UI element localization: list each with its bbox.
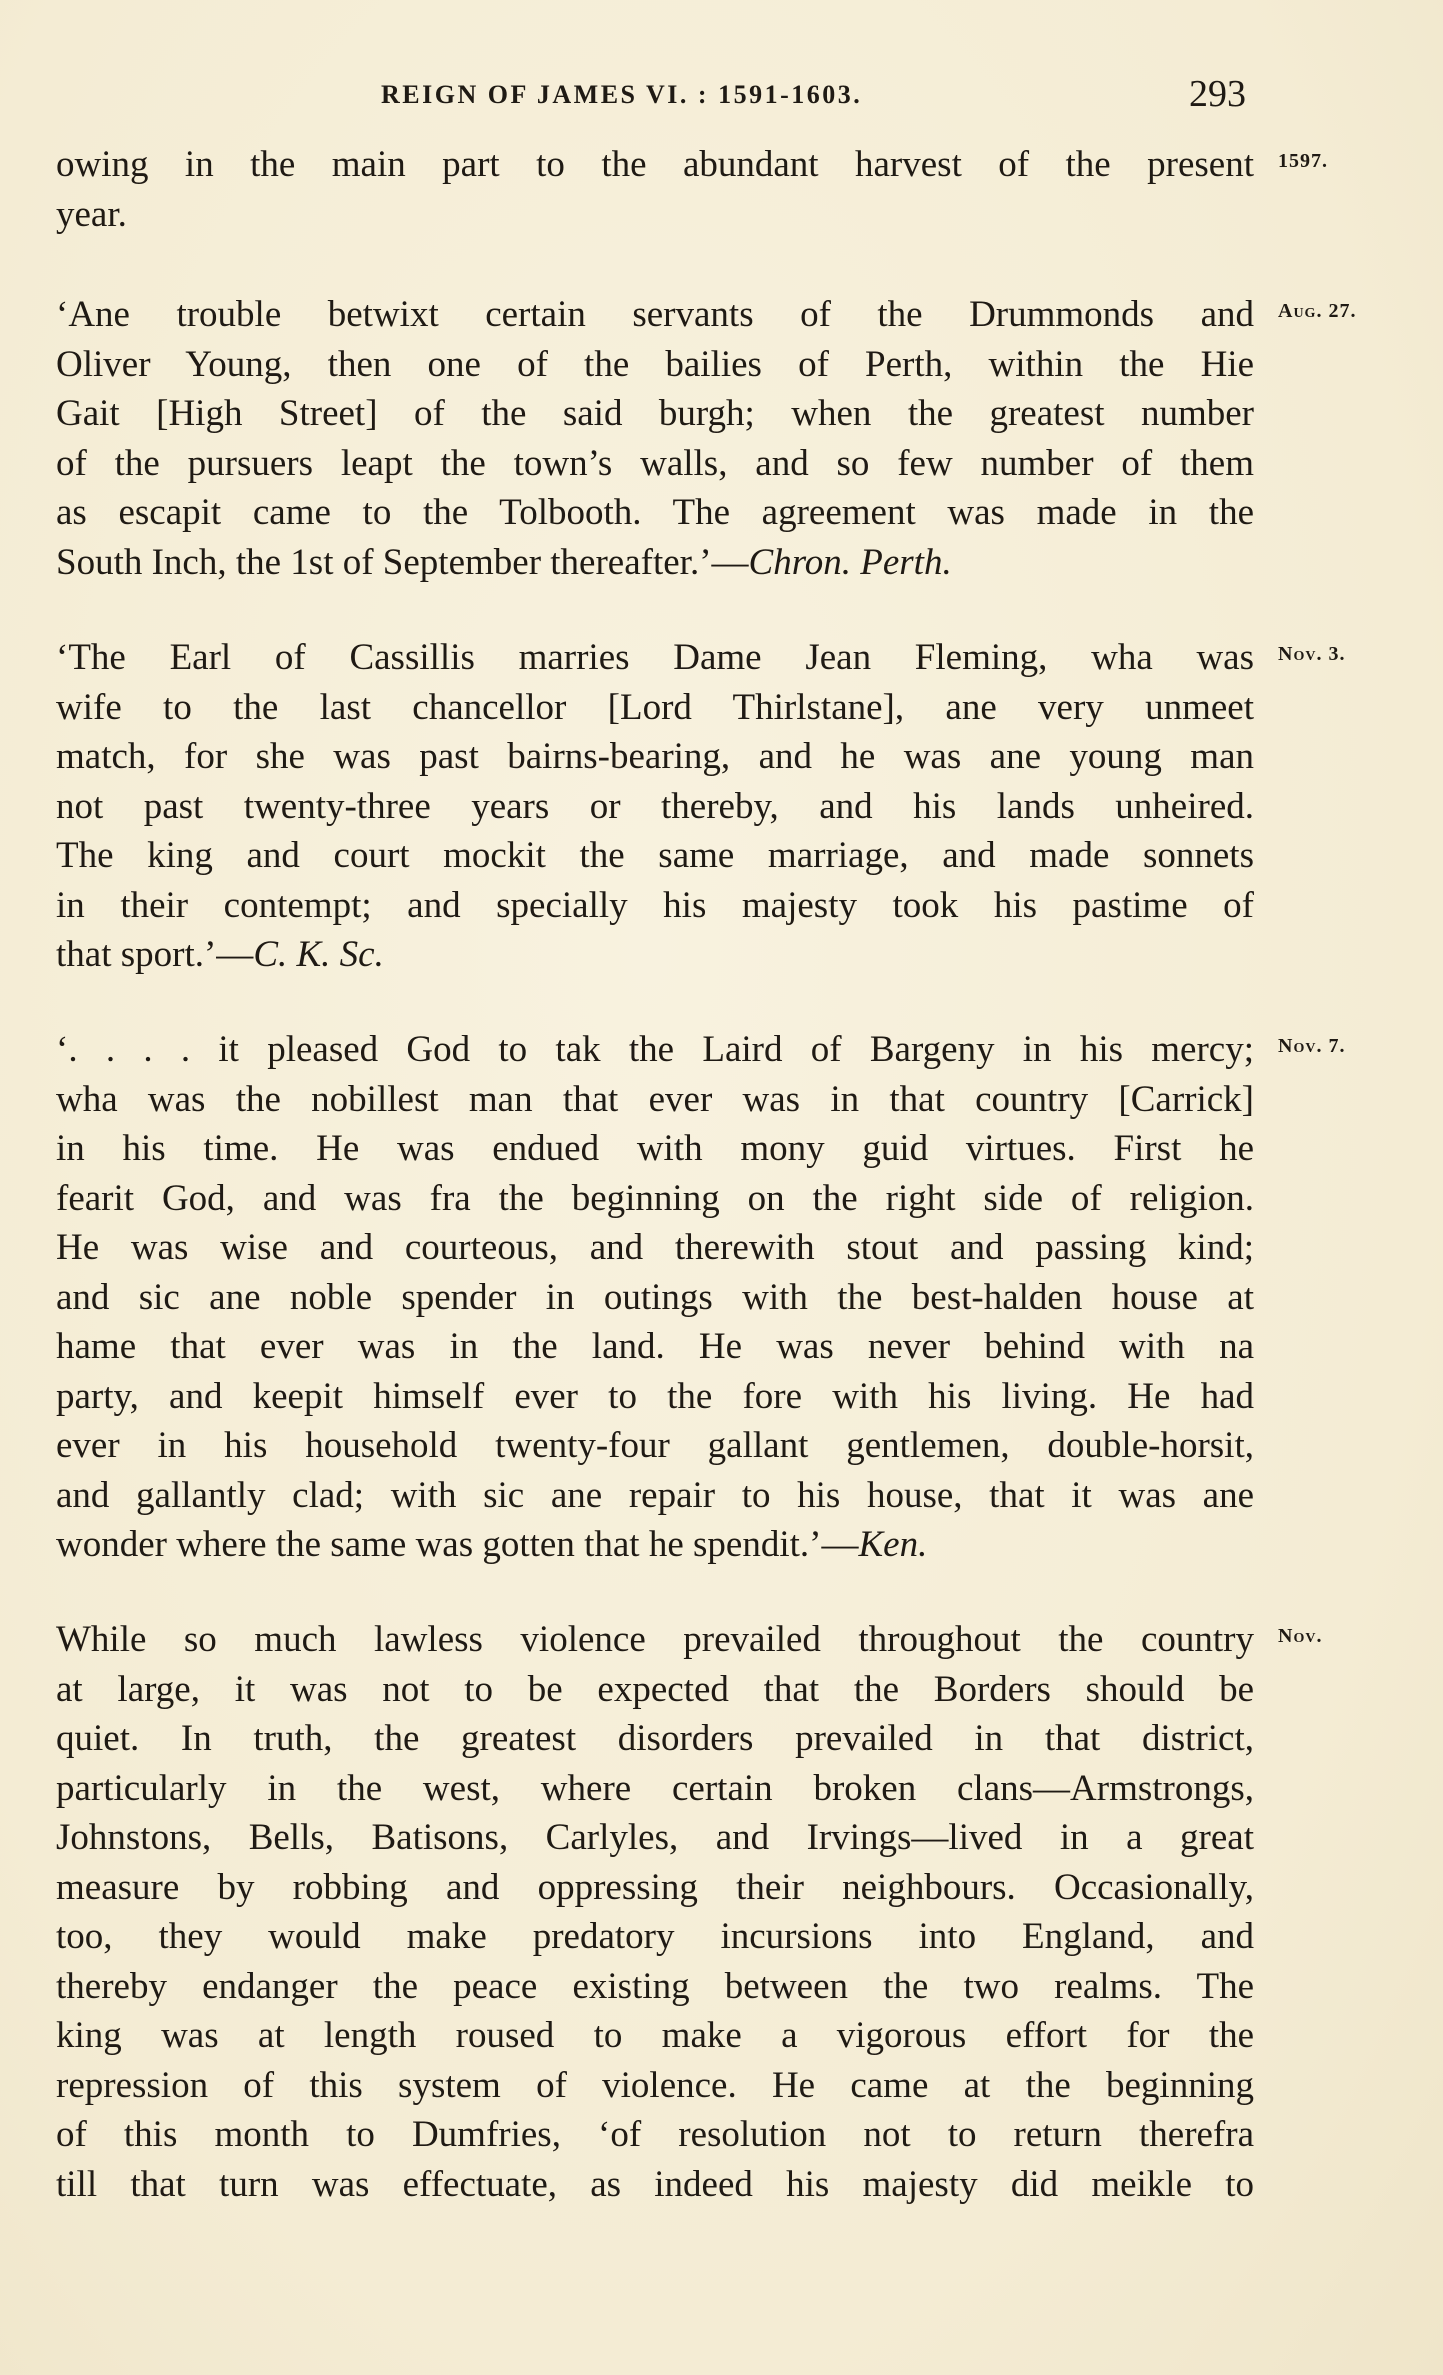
text-line: ‘The Earl of Cassillis marries Dame Jean Fleming, wha was bbox=[56, 637, 1254, 678]
paragraph-2 bbox=[56, 290, 1254, 587]
margin-note-year: 1597. bbox=[1278, 150, 1328, 172]
source-citation: Ken. bbox=[858, 1524, 928, 1565]
text-line: particularly in the west, where certain broken clans—Armstrongs, bbox=[56, 1767, 1254, 1809]
text-line: Gait [High Street] of the said burgh; when the greatest number bbox=[56, 393, 1254, 434]
text-line: till that turn was effectuate, as indeed his majesty did meikle to bbox=[56, 2163, 1254, 2205]
margin-note-nov3: Nov. 3. bbox=[1278, 643, 1346, 665]
text-line bbox=[56, 930, 1254, 980]
text-line: Johnstons, Bells, Batisons, Carlyles, and Irvings—lived in a great bbox=[56, 1817, 1254, 1858]
text-line: wife to the last chancellor [Lord Thirlstane], ane very unmeet bbox=[56, 686, 1254, 728]
text-line: He was wise and courteous, and therewith stout and passing kind; bbox=[56, 1227, 1254, 1268]
text-line: owing in the main part to the abundant harvest of the present bbox=[56, 144, 1254, 185]
text-line: measure by robbing and oppressing their neighbours. Occasionally, bbox=[56, 1866, 1254, 1908]
page-number: 293 bbox=[1189, 73, 1246, 115]
text-line: hame that ever was in the land. He was never behind with na bbox=[56, 1326, 1254, 1367]
margin-note-aug27: Aug. 27. bbox=[1278, 300, 1357, 322]
paragraph-5 bbox=[56, 1615, 1254, 2209]
text-line: The king and court mockit the same marriage, and made sonnets bbox=[56, 835, 1254, 876]
text-line: ever in his household twenty-four gallant gentlemen, double-horsit, bbox=[56, 1425, 1254, 1466]
text-line: in their contempt; and specially his majesty took his pastime of bbox=[56, 884, 1254, 926]
text-line: in his time. He was endued with mony guid virtues. First he bbox=[56, 1128, 1254, 1169]
text-line: quiet. In truth, the greatest disorders prevailed in that district, bbox=[56, 1718, 1254, 1759]
paragraph-3 bbox=[56, 633, 1254, 980]
text-line: party, and keepit himself ever to the fore with his living. He had bbox=[56, 1375, 1254, 1417]
running-title: REIGN OF JAMES VI. : 1591-1603. bbox=[381, 80, 863, 109]
running-head bbox=[56, 72, 1256, 122]
text-line: fearit God, and was fra the beginning on the right side of religion. bbox=[56, 1177, 1254, 1219]
text-line: wha was the nobillest man that ever was in that country [Carrick] bbox=[56, 1078, 1254, 1120]
paragraph-4 bbox=[56, 1025, 1254, 1570]
text-line: as escapit came to the Tolbooth. The agreement was made in the bbox=[56, 492, 1254, 533]
source-citation: Chron. Perth. bbox=[748, 541, 952, 583]
text-line: match, for she was past bairns-bearing, and he was ane young man bbox=[56, 736, 1254, 777]
text-line: Oliver Young, then one of the bailies of Perth, within the Hie bbox=[56, 343, 1254, 385]
text-line bbox=[56, 538, 1254, 588]
text-line: repression of this system of violence. He came at the beginning bbox=[56, 2064, 1254, 2106]
text-line: of this month to Dumfries, ‘of resolution not to return therefra bbox=[56, 2114, 1254, 2155]
margin-note-nov7: Nov. 7. bbox=[1278, 1035, 1346, 1057]
text-line: year. bbox=[56, 193, 127, 235]
margin-note-nov: Nov. bbox=[1278, 1625, 1323, 1647]
source-citation: C. K. Sc. bbox=[253, 934, 384, 975]
text-line: of the pursuers leapt the town’s walls, and so few number of them bbox=[56, 442, 1254, 484]
text-line: ‘. . . . it pleased God to tak the Laird of Bargeny in his mercy; bbox=[56, 1029, 1254, 1070]
quote-end: South Inch, the 1st of September thereafter.’— bbox=[56, 541, 749, 583]
text-line: and sic ane noble spender in outings with the best-halden house at bbox=[56, 1276, 1254, 1318]
quote-end: wonder where the same was gotten that he spendit.’— bbox=[56, 1524, 859, 1565]
text-line: thereby endanger the peace existing between the two realms. The bbox=[56, 1965, 1254, 2007]
paragraph-1 bbox=[56, 140, 1254, 239]
text-line: too, they would make predatory incursions into England, and bbox=[56, 1916, 1254, 1957]
text-line: at large, it was not to be expected that the Borders should be bbox=[56, 1668, 1254, 1710]
text-line: not past twenty-three years or thereby, and his lands unheired. bbox=[56, 785, 1254, 827]
quote-end: that sport.’— bbox=[56, 934, 254, 975]
text-line bbox=[56, 1520, 1254, 1570]
text-line: While so much lawless violence prevailed throughout the country bbox=[56, 1619, 1254, 1660]
text-line: and gallantly clad; with sic ane repair to his house, that it was ane bbox=[56, 1474, 1254, 1516]
text-line: king was at length roused to make a vigorous effort for the bbox=[56, 2015, 1254, 2056]
text-line: ‘Ane trouble betwixt certain servants of the Drummonds and bbox=[56, 294, 1254, 335]
